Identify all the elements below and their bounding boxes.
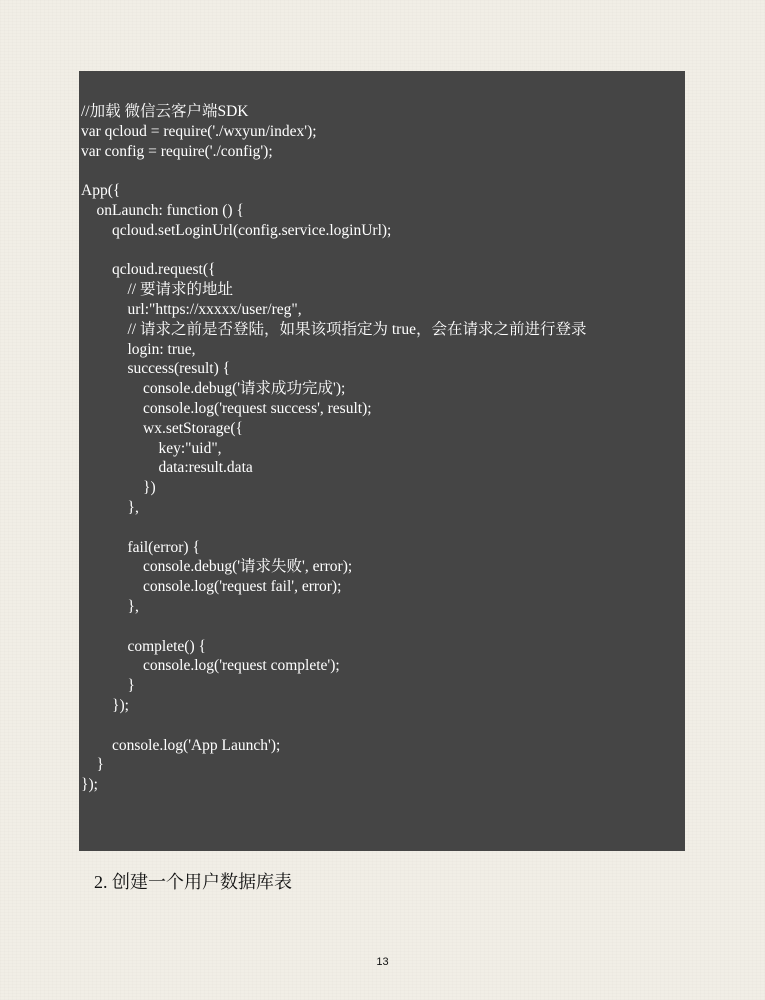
page-number: 13	[376, 956, 389, 968]
code-line	[81, 518, 586, 538]
code-line: console.log('request success', result);	[81, 399, 372, 417]
code-line: // 请求之前是否登陆，如果该项指定为 true，会在请求之前进行登录	[81, 320, 587, 338]
code-line: console.log('request complete');	[81, 657, 340, 675]
section-heading: 2. 创建一个用户数据库表	[94, 872, 292, 892]
code-line: }	[81, 756, 104, 774]
code-line: })	[81, 479, 156, 497]
code-line	[81, 617, 586, 637]
code-line: complete() {	[81, 637, 206, 655]
code-line: qcloud.setLoginUrl(config.service.loginUrl);	[81, 221, 392, 239]
code-line: }	[81, 677, 135, 695]
code-line: onLaunch: function () {	[81, 201, 244, 219]
code-line: data:result.data	[81, 459, 253, 477]
code-line	[81, 716, 586, 736]
code-line: var qcloud = require('./wxyun/index');	[81, 122, 317, 140]
code-line: console.debug('请求成功完成');	[81, 380, 346, 398]
code-line	[81, 161, 586, 181]
code-line: fail(error) {	[81, 538, 200, 556]
code-line: console.debug('请求失败', error);	[81, 558, 353, 576]
code-line: qcloud.request({	[81, 261, 216, 279]
code-line: });	[81, 696, 129, 714]
code-block	[79, 71, 685, 851]
code-line	[81, 241, 586, 261]
code-line: success(result) {	[81, 360, 231, 378]
code-line: },	[81, 597, 139, 615]
code-line: console.log('App Launch');	[81, 736, 281, 754]
code-line: App({	[81, 182, 121, 200]
code-line: wx.setStorage({	[81, 419, 243, 437]
code-line: login: true,	[81, 340, 196, 358]
code-line: key:"uid",	[81, 439, 222, 457]
code-lines	[81, 102, 586, 795]
code-line: });	[81, 776, 98, 794]
code-line: console.log('request fail', error);	[81, 578, 342, 596]
code-line: //加载 微信云客户端SDK	[81, 103, 249, 120]
code-line: },	[81, 498, 139, 516]
code-line: var config = require('./config');	[81, 142, 273, 160]
code-line: // 要请求的地址	[81, 281, 233, 299]
code-line: url:"https://xxxxx/user/reg",	[81, 300, 302, 318]
